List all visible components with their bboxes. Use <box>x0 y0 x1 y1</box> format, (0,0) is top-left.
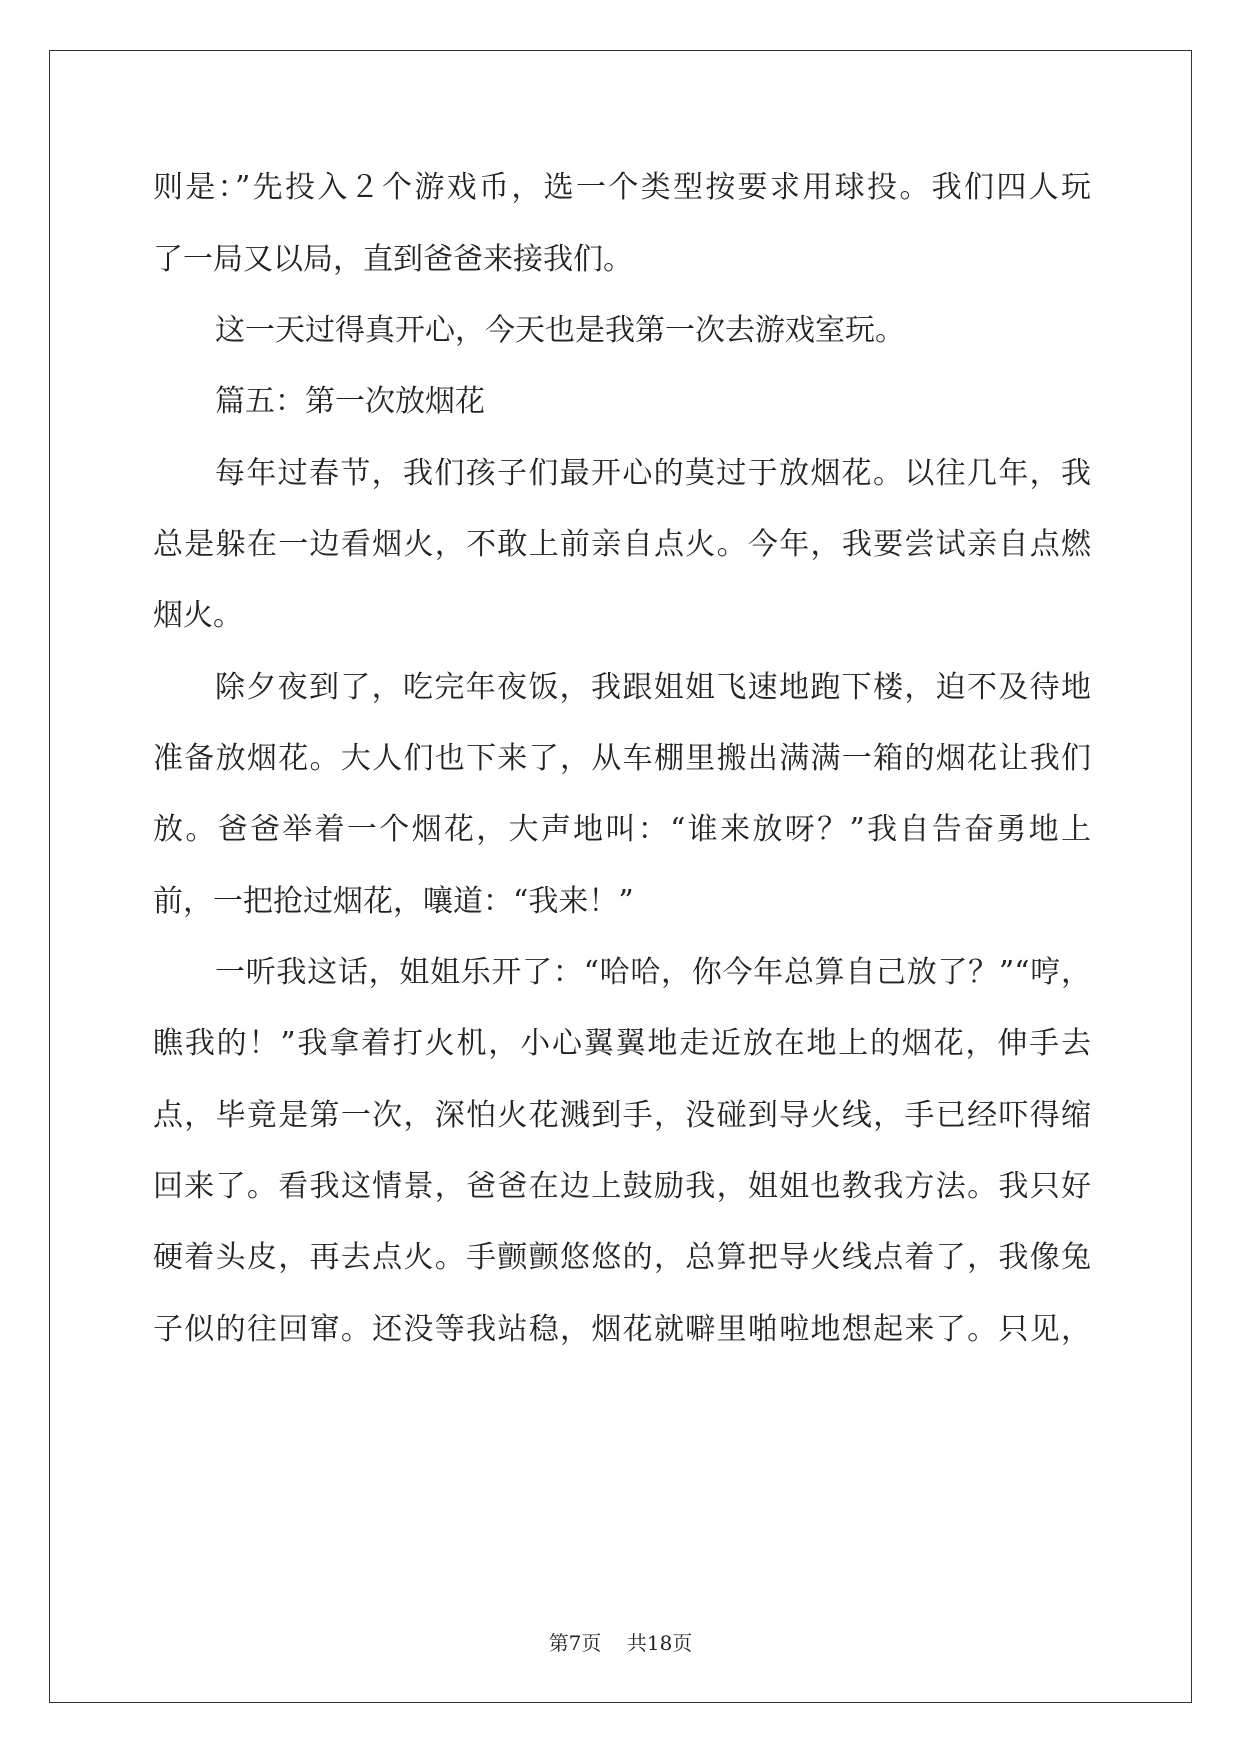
text-line: 除夕夜到了，吃完年夜饭，我跟姐姐飞速地跑下楼，迫不及待地 <box>215 670 1091 705</box>
section-heading: 篇五：第一次放烟花 <box>215 384 485 419</box>
text-line: 瞧我的！”我拿着打火机，小心翼翼地走近放在地上的烟花，伸手去 <box>153 1026 1091 1061</box>
text-line: 硬着头皮，再去点火。手颤颤悠悠的，总算把导火线点着了，我像兔 <box>153 1240 1091 1275</box>
text-line: 子似的往回窜。还没等我站稳，烟花就噼里啪啦地想起来了。只见， <box>153 1312 1091 1347</box>
text-line: 这一天过得真开心，今天也是我第一次去游戏室玩。 <box>215 313 905 348</box>
text-line: 则是：”先投入２个游戏币，选一个类型按要求用球投。我们四人玩 <box>153 170 1091 205</box>
page-border <box>49 50 1192 1703</box>
text-line: 前，一把抢过烟花，嚷道：“我来！” <box>153 884 634 919</box>
text-line: 了一局又以局，直到爸爸来接我们。 <box>153 242 633 277</box>
page-total: 共18页 <box>626 1631 693 1655</box>
page-footer <box>0 1630 1241 1656</box>
text-line: 烟火。 <box>153 598 243 633</box>
text-line: 总是躲在一边看烟火，不敢上前亲自点火。今年，我要尝试亲自点燃 <box>153 527 1091 562</box>
page-number: 第7页 <box>548 1631 602 1655</box>
text-line: 一听我这话，姐姐乐开了：“哈哈，你今年总算自己放了？”“哼， <box>215 955 1091 990</box>
text-line: 每年过春节，我们孩子们最开心的莫过于放烟花。以往几年，我 <box>215 456 1091 491</box>
text-line: 点，毕竟是第一次，深怕火花溅到手，没碰到导火线，手已经吓得缩 <box>153 1098 1091 1133</box>
text-line: 准备放烟花。大人们也下来了，从车棚里搬出满满一箱的烟花让我们 <box>153 741 1091 776</box>
text-line: 回来了。看我这情景，爸爸在边上鼓励我，姐姐也教我方法。我只好 <box>153 1169 1091 1204</box>
text-line: 放。爸爸举着一个烟花，大声地叫：“谁来放呀？”我自告奋勇地上 <box>153 812 1091 847</box>
